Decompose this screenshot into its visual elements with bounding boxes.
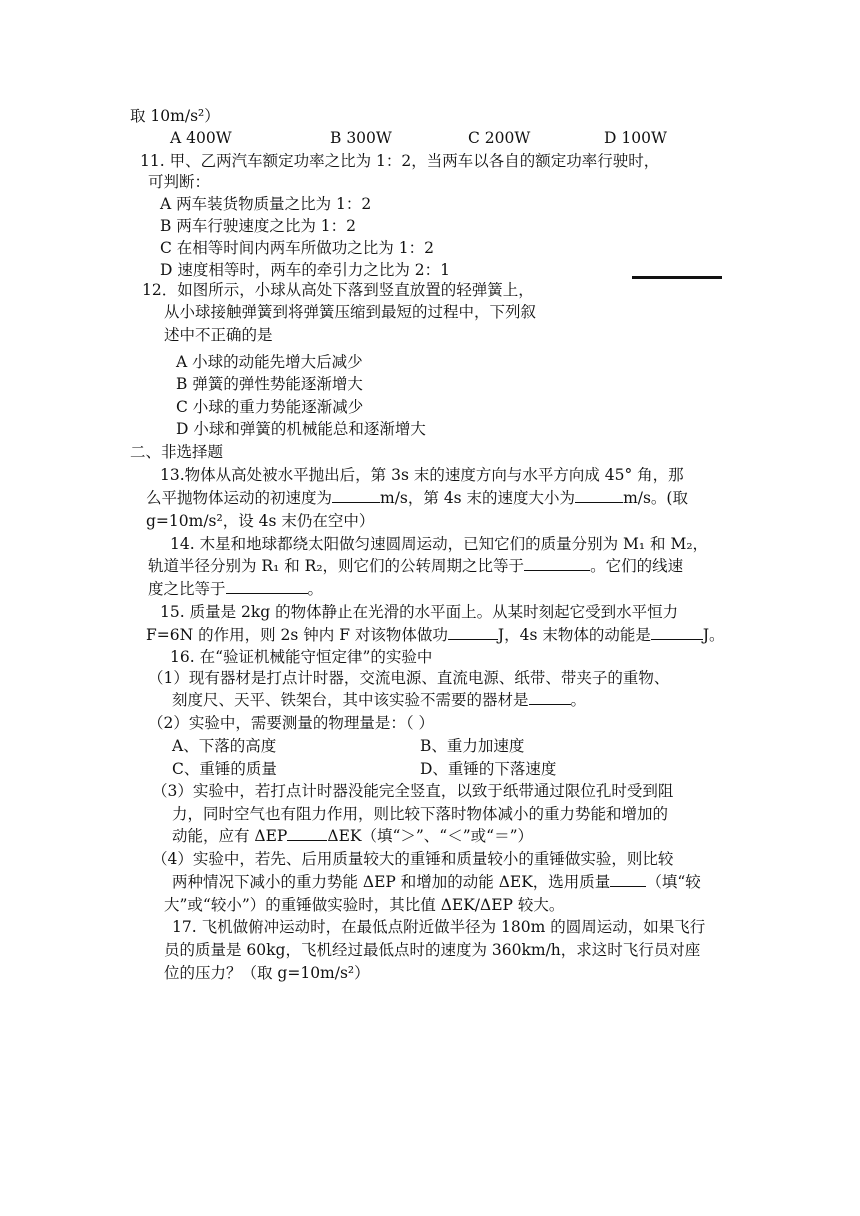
q16-part3-line2: 力，同时空气也有阻力作用，则比较下落时物体减小的重力势能和增加的: [172, 805, 669, 823]
q12-stem-line1: 12．如图所示，小球从高处下落到竖直放置的轻弹簧上，: [142, 281, 534, 299]
q14-line3-part2: 。: [307, 580, 324, 598]
q16-blank-1[interactable]: [529, 690, 571, 705]
q16-stem: 16. 在“验证机械能守恒定律”的实验中: [170, 648, 433, 666]
q15-line2-part1: F=6N 的作用，则 2s 钟内 F 对该物体做功: [146, 626, 448, 644]
q12-option-b: B 弹簧的弹性势能逐渐增大: [176, 375, 363, 393]
q16-part4-line3: 大”或“较小”）的重锤做实验时，其比值 ΔEK/ΔEP 较大。: [164, 896, 565, 914]
spring-figure-plate: [632, 276, 722, 279]
q16-part1-text: 刻度尺、天平、铁架台，其中该实验不需要的器材是: [172, 691, 529, 709]
q16-part2-option-c: C、重锤的质量: [172, 760, 277, 778]
q12-stem-line2: 从小球接触弹簧到将弹簧压缩到最短的过程中，下列叙: [164, 303, 537, 321]
q13-line2-part1: 么平抛物体运动的初速度为: [146, 489, 333, 507]
q10-option-d: D 100W: [604, 129, 667, 147]
q10-option-c: C 200W: [468, 129, 531, 147]
q10-tail: 取 10m/s²）: [130, 107, 220, 125]
q16-part1-line2: [172, 690, 586, 710]
q15-line2-part3: J。: [702, 626, 725, 644]
q16-part2-option-a: A、下落的高度: [172, 737, 277, 755]
q14-blank-1[interactable]: [524, 556, 590, 571]
q12-stem-line3: 述中不正确的是: [164, 326, 273, 344]
q14-line2-part1: 轨道半径分别为 R₁ 和 R₂，则它们的公转周期之比等于: [148, 557, 525, 575]
q11-stem-line1: 11. 甲、乙两汽车额定功率之比为 1：2，当两车以各自的额定功率行驶时，: [140, 152, 660, 170]
q16-part2: （2）实验中，需要测量的物理量是：（ ）: [148, 714, 435, 732]
q12-option-a: A 小球的动能先增大后减少: [176, 353, 363, 371]
q13-line1: 13.物体从高处被水平抛出后，第 3s 末的速度方向与水平方向成 45° 角，那: [160, 466, 684, 484]
q12-option-d: D 小球和弹簧的机械能总和逐渐增大: [176, 420, 426, 438]
q16-part4-line1: （4）实验中，若先、后用质量较大的重锤和质量较小的重锤做实验，则比较: [152, 850, 674, 868]
q16-part4-line2: [172, 872, 701, 892]
q14-line3: [148, 579, 323, 599]
q15-line2: [146, 625, 725, 645]
q16-blank-3[interactable]: [610, 872, 646, 887]
q15-line2-part2: J，4s 末物体的动能是: [497, 626, 651, 644]
q16-part4-text1: 两种情况下减小的重力势能 ΔEP 和增加的动能 ΔEK，选用质量: [172, 873, 611, 891]
q13-blank-1[interactable]: [332, 488, 380, 503]
q15-line1: 15. 质量是 2kg 的物体静止在光滑的水平面上。从某时刻起它受到水平恒力: [160, 603, 679, 621]
q10-option-a: A 400W: [170, 129, 232, 147]
q11-option-b: B 两车行驶速度之比为 1：2: [160, 217, 356, 235]
q10-option-b: B 300W: [330, 129, 392, 147]
q14-blank-2[interactable]: [226, 579, 308, 594]
q16-part3-text2: ΔEK（填“＞”、“＜”或“＝”）: [327, 827, 534, 845]
q13-line2-part2: m/s，第 4s 末的速度大小为: [380, 489, 576, 507]
q16-blank-2[interactable]: [287, 826, 327, 841]
q14-line2-part2: 。它们的线速: [590, 557, 684, 575]
q16-part3-line1: （3）实验中，若打点计时器没能完全竖直，以致于纸带通过限位孔时受到阻: [152, 782, 674, 800]
q11-option-c: C 在相等时间内两车所做功之比为 1：2: [160, 239, 434, 257]
q16-part3-text1: 动能，应有 ΔEP: [172, 827, 288, 845]
q16-part3-line3: [172, 826, 533, 846]
q12-option-c: C 小球的重力势能逐渐减少: [176, 398, 364, 416]
q11-option-d: D 速度相等时，两车的牵引力之比为 2：1: [160, 261, 451, 279]
q16-part1-line1: （1）现有器材是打点计时器，交流电源、直流电源、纸带、带夹子的重物、: [148, 669, 670, 687]
q11-stem-line2: 可判断：: [148, 173, 211, 191]
q14-line2: [148, 556, 683, 576]
q17-line1: 17. 飞机做俯冲运动时，在最低点附近做半径为 180m 的圆周运动，如果飞行: [172, 918, 706, 936]
q11-option-a: A 两车装货物质量之比为 1：2: [160, 195, 372, 213]
q15-blank-2[interactable]: [651, 625, 703, 640]
q13-line3: g=10m/s²，设 4s 末仍在空中）: [146, 512, 375, 530]
q13-blank-2[interactable]: [575, 488, 623, 503]
q13-line2-part3: m/s。(取: [623, 489, 688, 507]
q15-blank-1[interactable]: [448, 625, 498, 640]
q14-line3-part1: 度之比等于: [148, 580, 226, 598]
section-2-heading: 二、非选择题: [130, 443, 224, 461]
q14-line1: 14. 木星和地球都绕太阳做匀速圆周运动，已知它们的质量分别为 M₁ 和 M₂，: [170, 535, 709, 553]
q17-line2: 员的质量是 60kg，飞机经过最低点时的速度为 360km/h，求这时飞行员对座: [164, 941, 701, 959]
q16-part2-option-b: B、重力加速度: [420, 737, 525, 755]
q16-part2-option-d: D、重锤的下落速度: [420, 760, 557, 778]
q16-part4-text2: （填“较: [646, 873, 701, 891]
q17-line3: 位的压力？（取 g=10m/s²）: [164, 964, 370, 982]
q16-part1-end: 。: [570, 691, 587, 709]
q13-line2: [146, 488, 688, 508]
